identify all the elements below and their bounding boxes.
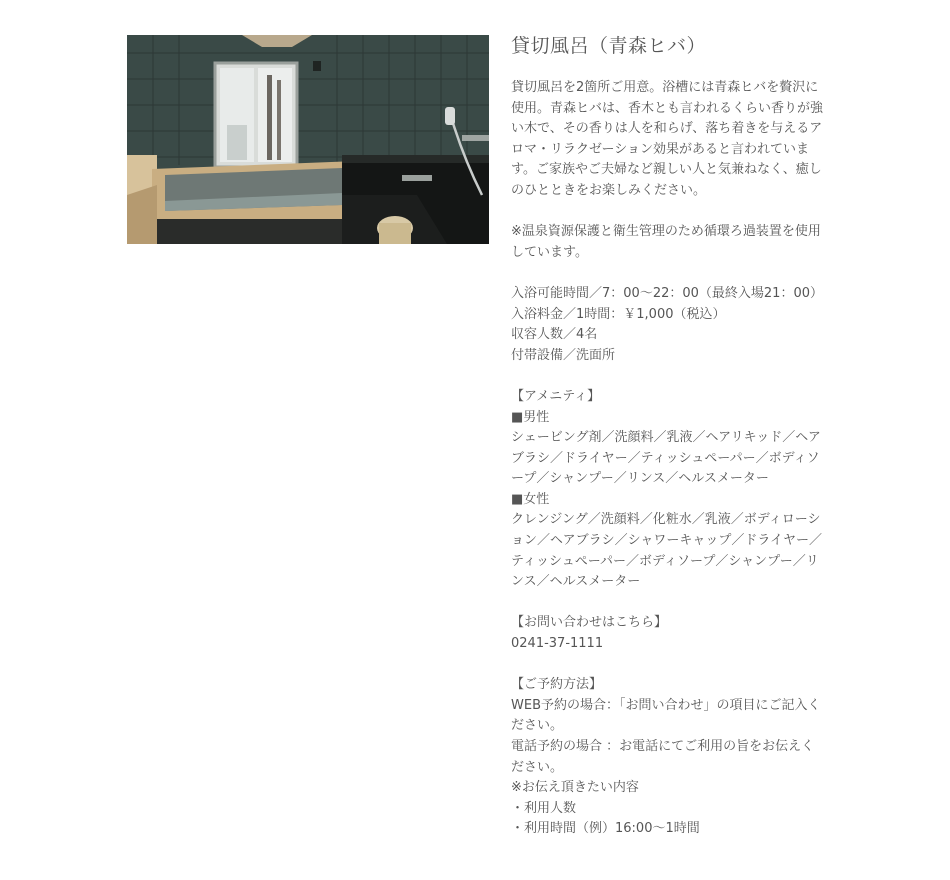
description-line: い木で、その香りは人を和らげ、落ち着きを与えるア — [511, 121, 823, 137]
male-amenities-line: シェービング剤／洗顔料／乳液／ヘアリキッド／ヘア — [511, 430, 821, 446]
contact-phone: 0241-37-1111 — [511, 636, 604, 652]
description-line: す。ご家族やご夫婦など親しい人と気兼ねなく、癒し — [511, 162, 822, 178]
reservation-line: ※お伝え頂きたい内容 — [511, 780, 639, 796]
private-bath-photo — [127, 35, 489, 244]
reservation — [511, 675, 833, 840]
usage-info — [511, 284, 833, 366]
bath-info-panel — [511, 33, 833, 861]
reservation-line: ださい。 — [511, 718, 564, 734]
description-line: のひとときをお楽しみください。 — [511, 182, 707, 198]
facilities: 付帯設備／洗面所 — [511, 347, 616, 363]
female-amenities-line: ンス／ヘルスメーター — [511, 574, 641, 590]
filtration-note — [511, 222, 833, 263]
reservation-line: WEB予約の場合：「お問い合わせ」の項目にご記入く — [511, 697, 821, 713]
female-amenities-line: ョン／ヘアブラシ／シャワーキャップ／ドライヤー／ — [511, 533, 822, 549]
female-amenities-line: クレンジング／洗顔料／化粧水／乳液／ボディローシ — [511, 512, 821, 528]
reservation-heading: 【ご予約方法】 — [511, 677, 603, 693]
description-line: ロマ・リラクゼーション効果があると言われていま — [511, 141, 809, 157]
female-amenities-heading: ■女性 — [511, 491, 550, 507]
amenities-heading: 【アメニティ】 — [511, 388, 601, 404]
note-line: しています。 — [511, 244, 588, 260]
reservation-line: 電話予約の場合 ：お電話にてご利用の旨をお伝えく — [511, 739, 815, 754]
description — [511, 78, 833, 202]
reservation-line: ださい。 — [511, 759, 564, 775]
contact — [511, 613, 833, 654]
capacity: 収容人数／4名 — [511, 327, 598, 343]
female-amenities-line: ティッシュペーパー／ボディソープ／シャンプー／リ — [511, 553, 819, 569]
bathing-hours: 入浴可能時間／7：00〜22：00（最終入場21：00） — [511, 285, 823, 301]
note-line: ※温泉資源保護と衛生管理のため循環ろ過装置を使用 — [511, 224, 821, 240]
description-line: 貸切風呂を2箇所ご用意。浴槽には青森ヒバを贅沢に — [511, 80, 819, 95]
page-title: 貸切風呂（青森ヒバ） — [511, 35, 707, 57]
bathing-fee: 入浴料金／1時間：￥1,000（税込） — [511, 306, 726, 322]
male-amenities-heading: ■男性 — [511, 409, 550, 425]
reservation-line: ・利用人数 — [511, 800, 577, 816]
contact-heading: 【お問い合わせはこちら】 — [511, 615, 668, 631]
reservation-line: ・利用時間（例）16:00〜1時間 — [511, 821, 700, 837]
male-amenities-line: ブラシ／ドライヤー／ティッシュペーパー／ボディソ — [511, 450, 820, 466]
male-amenities-line: ープ／シャンプー／リンス／ヘルスメーター — [511, 471, 769, 487]
amenities — [511, 387, 833, 593]
description-line: 使用。青森ヒバは、香木とも言われるくらい香りが強 — [511, 100, 824, 116]
